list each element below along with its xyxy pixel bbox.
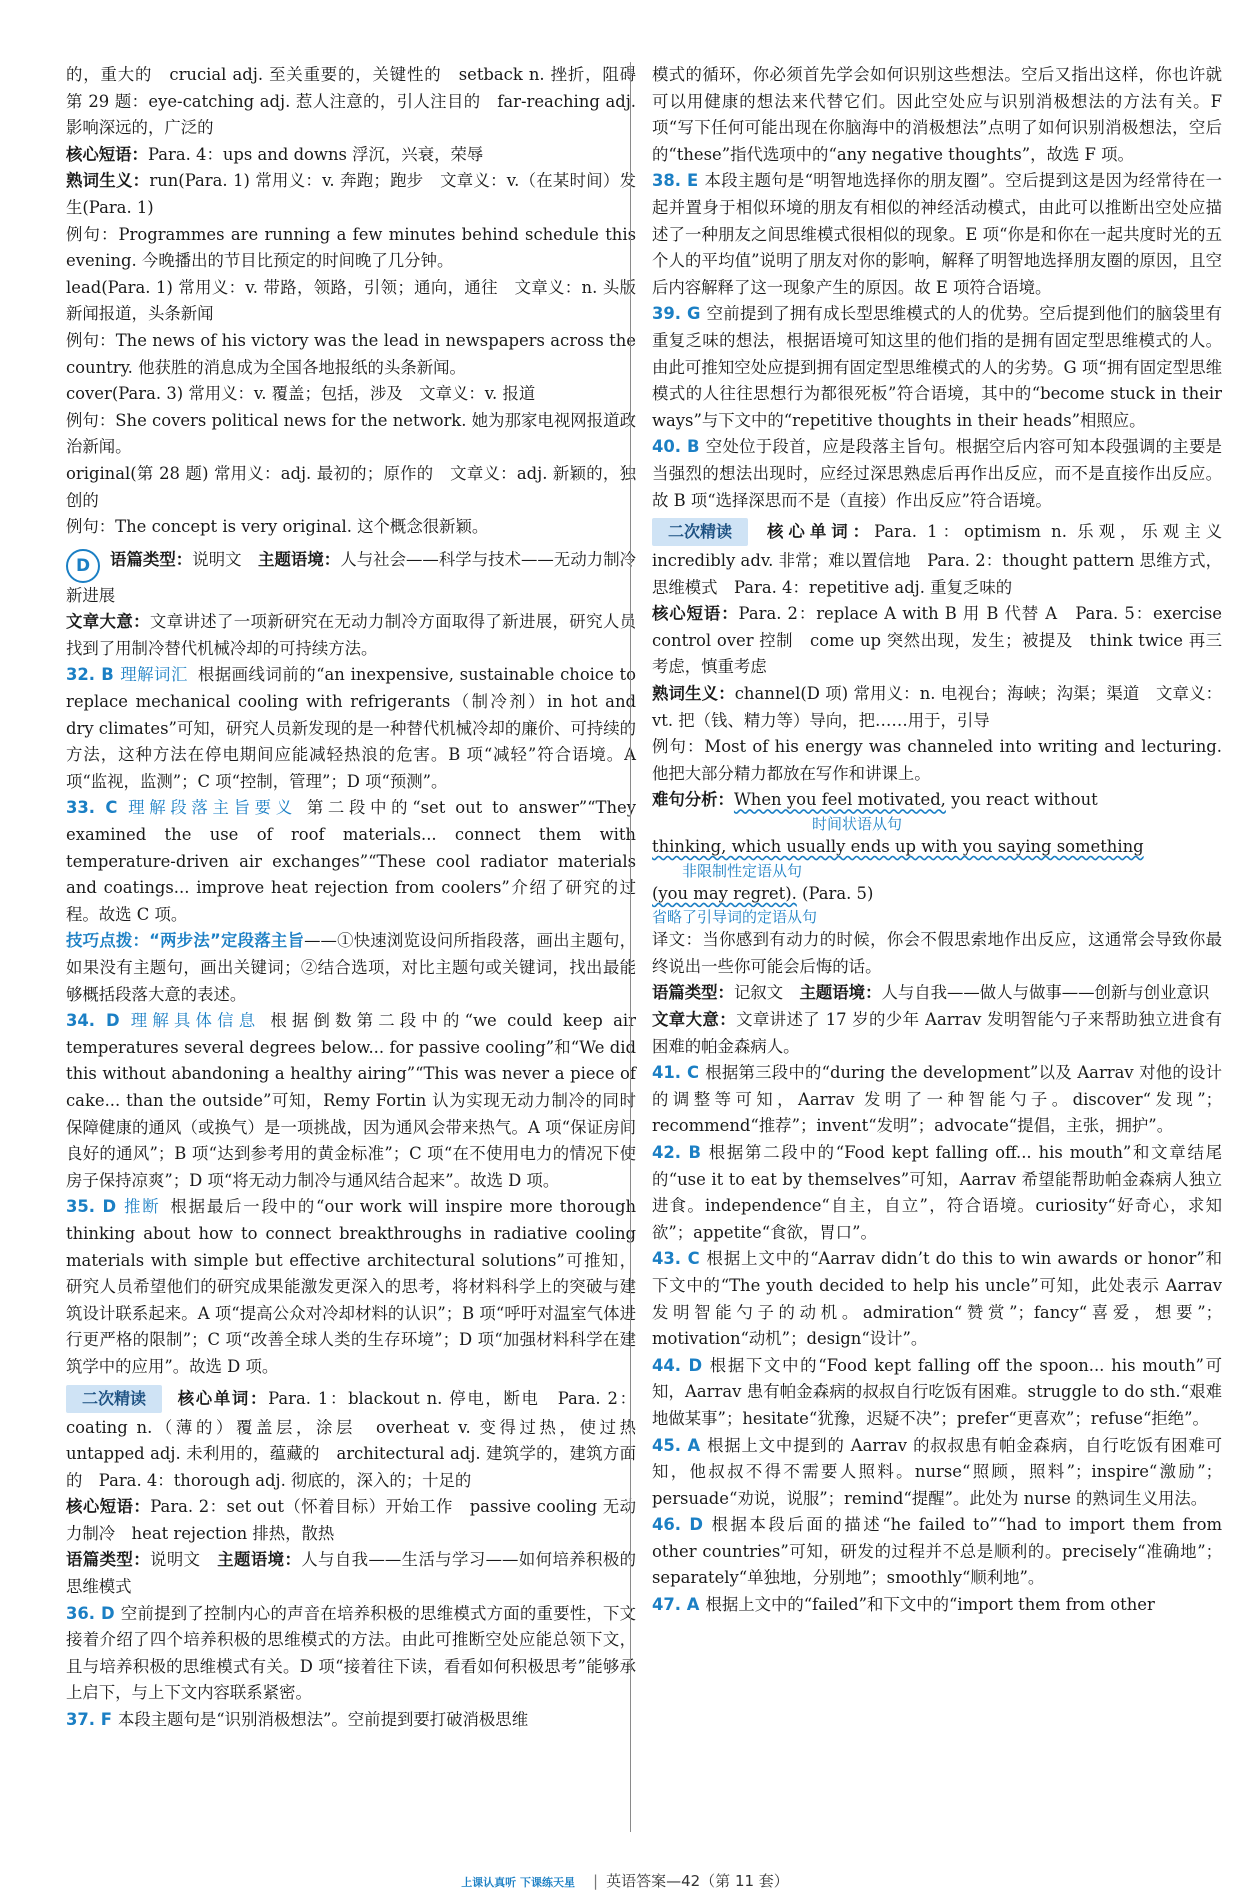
example-line: 例句：She covers political news for the network. 她为那家电视网报道政治新闻。	[66, 410, 636, 457]
phrase-line: 核心短语：Para. 2：replace A with B 用 B 代替 A Para. 5：exercise control over 控制 come up 突然出现，发生；被提及 think twice 再三考虑，慎重考虑	[652, 604, 1223, 677]
answer-43: 43. C 根据上文中的“Aarrav didn’t do this to win awards or honor”和下文中的“The youth decided to help his uncle”可知，此处表示 Aarrav 发明智能勺子的动机。admiration“赞赏”；fancy“喜爱，想要”；motivation“动机”；design“设计”。	[652, 1249, 1222, 1349]
second-reading-badge: 二次精读	[66, 1385, 162, 1413]
brand-logo: 上课认真听 下课练天星	[461, 1876, 576, 1889]
word-line: lead(Para. 1) 常用义：v. 带路，领路，引领；通向，通往 文章义：n. 头版新闻报道，头条新闻	[66, 277, 636, 324]
answer-46: 46. D 根据本段后面的描述“he failed to”“had to import them from other countries”可知，研发的过程并不总是顺利的。precisely“准确地”；separately“单独地，分别地”；smoothly“顺利地”。	[652, 1515, 1222, 1588]
answer-39: 39. G 空前提到了拥有成长型思维模式的人的优势。空后提到他们的脑袋里有重复乏味的想法，根据语境可知这里的他们指的是拥有固定型思维模式的人。由此可推知空处应提到拥有固定型思维模式的人的劣势。G 项“拥有固定型思维模式的人往往思想行为都很死板”符合语境，其中的“become stuck in their ways”与下文中的“repetitive thoughts in their heads”相照应。	[652, 304, 1222, 430]
answer-32: 32. B 理解词汇 根据画线词前的“an inexpensive, sustainable choice to replace mechanical cooling with refrigerants（制冷剂）in hot and dry climates”可知，研究人员新发现的是一种替代机械冷却的廉价、可持续的方法，这种方法在停电期间应能减轻热浪的危害。B 项“减轻”符合语境。A 项“监视，监测”；C 项“控制，管理”；D 项“预测”。	[66, 665, 636, 791]
word-line: original(第 28 题) 常用义：adj. 最初的；原作的 文章义：adj. 新颖的，独创的	[66, 463, 636, 510]
answer-35: 35. D 推断 根据最后一段中的“our work will inspire more thorough thinking about how to connect breakthroughs in radiative cooling materials with simple but effective architectural solutions”可推知，研究人员希望他们的研究成果能激发更深入的思考，将材料科学上的突破与建筑设计联系起来。A 项“提高公众对冷却材料的认识”；B 项“呼吁对温室气体进行更严格的限制”；C 项“改善全球人类的生存环境”；D 项“加强材料科学在建筑学中的应用”。故选 D 项。	[66, 1197, 636, 1376]
clause-note: 省略了引导词的定语从句	[652, 908, 818, 927]
second-reading: 二次精读 核心单词：Para. 1：optimism n. 乐观，乐观主义 incredibly adv. 非常；难以置信地 Para. 2：thought pattern 思维方式，思维模式 Para. 4：repetitive adj. 重复乏味的	[652, 514, 1222, 601]
example-line: 例句：The news of his victory was the lead in newspapers across the country. 他获胜的消息成为全国各地报纸的头条新闻。	[66, 330, 636, 377]
shengyi-line: 熟词生义：run(Para. 1) 常用义：v. 奔跑；跑步 文章义：v.（在某时间）发生(Para. 1)	[66, 171, 636, 217]
answer-42: 42. B 根据第二段中的“Food kept falling off... his mouth”和文章结尾的“use it to eat by themselves”可知，Aarrav 希望能帮助帕金森病人独立进食。independence“自主，自立”，符合语境。curiosity“好奇心，求知欲”；appetite“食欲，胃口”。	[652, 1142, 1222, 1242]
hard-sentence: 难句分析：When you feel motivated, you react without 时间状语从句 thinking, which usually ends up with you saying something 非限制性定语从句 (you may regret). (Para. 5) 省略了引导词的定语从句	[652, 787, 1222, 927]
page-footer	[0, 1870, 1250, 1891]
answer-37-cont: 模式的循环，你必须首先学会如何识别这些想法。空后又指出这样，你也许就可以用健康的想法来代替它们。因此空处应与识别消极想法的方法有关。F 项“写下任何可能出现在你脑海中的消极想法”点明了如何识别消极想法，空后的“these”指代选项中的“any negative thoughts”，故选 F 项。	[652, 65, 1222, 164]
phrase-line: 核心短语：Para. 2：set out（怀着目标）开始工作 passive cooling 无动力制冷 heat rejection 排热，散热	[66, 1497, 636, 1543]
answer-34: 34. D 理解具体信息 根据倒数第二段中的“we could keep air temperatures several degrees below... for passive cooling”和“We did this without abandoning a healthy airing”“This was never a piece of cake... than the outside”可知，Remy Fortin 认为实现无动力制冷的同时保障健康的通风（或换气）是一项挑战，因为通风会带来热气。A 项“保证房间良好的通风”；B 项“达到参考用的黄金标准”；C 项“在不使用电力的情况下使房子保持凉爽”；D 项“将无动力制冷与通风结合起来”。故选 D 项。	[66, 1011, 636, 1190]
second-reading-badge: 二次精读	[652, 518, 748, 546]
example-line: 例句：Most of his energy was channeled into writing and lecturing. 他把大部分精力都放在写作和讲课上。	[652, 737, 1222, 783]
clause-note: 时间状语从句	[812, 815, 903, 834]
section-e-header: 语篇类型：说明文 主题语境：人与自我——生活与学习——如何培养积极的思维模式	[66, 1550, 637, 1597]
answer-37: 37. F 本段主题句是“识别消极想法”。空前提到要打破消极思维	[66, 1710, 529, 1730]
answer-44: 44. D 根据下文中的“Food kept falling off the spoon... his mouth”可知，Aarrav 患有帕金森病的叔叔自行吃饭有困难。struggle to do sth.“艰难地做某事”；hesitate“犹豫，迟疑不决”；prefer“更喜欢”；refuse“拒绝”。	[652, 1355, 1222, 1428]
word-line: cover(Para. 3) 常用义：v. 覆盖；包括，涉及 文章义：v. 报道	[66, 384, 536, 404]
summary-line: 文章大意：文章讲述了一项新研究在无动力制冷方面取得了新进展，研究人员找到了用制冷替代机械冷却的可持续方法。	[66, 612, 637, 658]
column-divider	[630, 62, 631, 1832]
page-number: 英语答案—42（第 11 套）	[606, 1872, 789, 1890]
answer-40: 40. B 空处位于段首，应是段落主旨句。根据空后内容可知本段强调的主要是当强烈的想法出现时，应经过深思熟虑后再作出反应，而不是直接作出反应。故 B 项“选择深思而不是（直接）作出反应”符合语境。	[652, 437, 1222, 510]
shengyi-line: 熟词生义：channel(D 项) 常用义：n. 电视台；海峡；沟渠；渠道 文章义：vt. 把（钱、精力等）导向，把……用于，引导	[652, 684, 1223, 730]
vocab-line: 的，重大的 crucial adj. 至关重要的，关键性的 setback n. 挫折，阻碍 第 29 题：eye-catching adj. 惹人注意的，引人注目的 far-reaching adj. 影响深远的，广泛的	[66, 65, 653, 138]
summary-line: 文章大意：文章讲述了 17 岁的少年 Aarrav 发明智能勺子来帮助独立进食有困难的帕金森病人。	[652, 1010, 1222, 1056]
translation-line: 译文：当你感到有动力的时候，你会不假思索地作出反应，这通常会导致你最终说出一些你可能会后悔的话。	[652, 930, 1222, 976]
answer-33: 33. C 理解段落主旨要义 第二段中的“set out to answer”“They examined the use of roof materials... connect them with temperature-driven air exchanges”“These cool radiator materials and coatings... improve heat rejection from coolers”介绍了研究的过程。故选 C 项。	[66, 798, 637, 924]
section-d-icon: D	[66, 549, 100, 583]
footer-separator: |	[593, 1872, 599, 1890]
answer-41: 41. C 根据第三段中的“during the development”以及 Aarrav 对他的设计的调整等可知，Aarrav 发明了一种智能勺子。discover“发现”；recommend“推荐”；invent“发明”；advocate“提倡，主张，拥护”。	[652, 1063, 1222, 1136]
answer-36: 36. D 空前提到了控制内心的声音在培养积极的思维模式方面的重要性，下文接着介绍了四个培养积极的思维模式的方法。由此可推断空处应能总领下文，且与培养积极的思维模式有关。D 项“接着往下读，看看如何积极思考”能够承上启下，与上下文内容联系紧密。	[66, 1603, 636, 1703]
answer-45: 45. A 根据上文中提到的 Aarrav 的叔叔患有帕金森病，自行吃饭有困难可知，他叔叔不得不需要人照料。nurse“照顾，照料”；inspire“激励”；persuade“劝说，说服”；remind“提醒”。此处为 nurse 的熟词生义用法。	[652, 1435, 1222, 1508]
phrase-line: 核心短语：Para. 4：ups and downs 浮沉，兴衰，荣辱	[66, 144, 484, 164]
left-column	[66, 62, 653, 1734]
section-f-header: 语篇类型：记叙文 主题语境：人与自我——做人与做事——创新与创业意识	[652, 983, 1210, 1003]
section-d-header: D 语篇类型：说明文 主题语境：人与社会——科学与技术——无动力制冷新进展	[66, 549, 637, 605]
clause-note: 非限制性定语从句	[682, 861, 803, 880]
right-column	[652, 62, 1239, 1619]
second-reading: 二次精读 核心单词：Para. 1：blackout n. 停电，断电 Para. 2：coating n.（薄的）覆盖层，涂层 overheat v. 变得过热，使过热 untapped adj. 未利用的，蕴藏的 architectural adj. 建筑学的，建筑方面的 Para. 4：thorough adj. 彻底的，深入的；十足的	[66, 1381, 636, 1495]
example-line: 例句：The concept is very original. 这个概念很新颖。	[66, 517, 489, 537]
answer-47: 47. A 根据上文中的“failed”和下文中的“import them from other	[652, 1595, 1155, 1615]
answer-38: 38. E 本段主题句是“明智地选择你的朋友圈”。空后提到这是因为经常待在一起并置身于相似环境的朋友有相似的神经活动模式，由此可以推断出空处应描述了一种朋友之间思维模式很相似的现象。E 项“你是和你在一起共度时光的五个人的平均值”说明了朋友对你的影响，解释了明智地选择朋友圈的原因，且空后内容解释了这一现象产生的原因。故 E 项符合语境。	[652, 171, 1222, 297]
example-line: 例句：Programmes are running a few minutes behind schedule this evening. 今晚播出的节目比预定的时间晚了几分钟。	[66, 224, 636, 271]
tip-line: 技巧点拨：“两步法”定段落主旨——①快速浏览设问所指段落，画出主题句，如果没有主题句，画出关键词；②结合选项，对比主题句或关键词，找出最能够概括段落大意的表述。	[66, 931, 636, 1004]
